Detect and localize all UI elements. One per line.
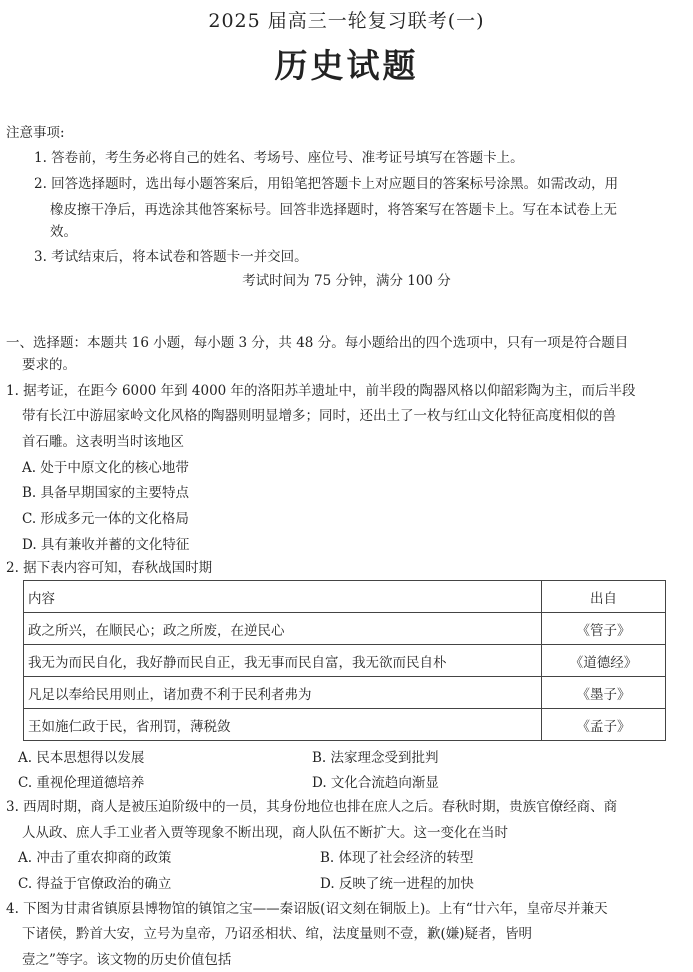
table-header-row <box>24 581 666 613</box>
option-b: B. 体现了社会经济的转型 <box>320 850 474 866</box>
table-cell: 《管子》 <box>542 613 666 645</box>
quote-table <box>23 580 666 741</box>
table-header-cell: 出自 <box>542 581 666 613</box>
section-line: 要求的。 <box>22 357 76 373</box>
option-c: C. 得益于官僚政治的确立 <box>18 876 172 892</box>
option-d: D. 具有兼收并蓄的文化特征 <box>22 537 190 553</box>
exam-title: 2025 届高三一轮复习联考(一) <box>208 10 485 32</box>
notice-item: 1. 答卷前，考生务必将自己的姓名、考场号、座位号、准考证号填写在答题卡上。 <box>34 150 524 166</box>
section-line: 一、选择题：本题共 16 小题，每小题 3 分，共 48 分。每小题给出的四个选项中，只有一项是符合题目 <box>6 335 629 351</box>
question-stem-line: 人从政、庶人手工业者入贾等现象不断出现，商人队伍不断扩大。这一变化在当时 <box>22 825 508 841</box>
table-row <box>24 709 666 741</box>
notice-item: 2. 回答选择题时，选出每小题答案后，用铅笔把答题卡上对应题目的答案标号涂黑。如需改动，用 <box>34 176 619 192</box>
notice-heading: 注意事项: <box>6 125 65 141</box>
table-cell: 政之所兴，在顺民心；政之所废，在逆民心 <box>24 613 542 645</box>
table-header-cell: 内容 <box>24 581 542 613</box>
notice-item-continuation: 橡皮擦干净后，再选涂其他答案标号。回答非选择题时，将答案写在答题卡上。写在本试卷上无 <box>50 202 617 218</box>
table-row <box>24 677 666 709</box>
notice-item: 3. 考试结束后，将本试卷和答题卡一并交回。 <box>34 249 308 265</box>
table-cell: 我无为而民自化，我好静而民自正，我无事而民自富，我无欲而民自朴 <box>24 645 542 677</box>
notice-item-continuation: 效。 <box>50 224 77 240</box>
table-row <box>24 613 666 645</box>
option-b: B. 具备早期国家的主要特点 <box>22 485 190 501</box>
time-note: 考试时间为 75 分钟，满分 100 分 <box>242 273 451 289</box>
option-c: C. 形成多元一体的文化格局 <box>22 511 189 527</box>
option-a: A. 处于中原文化的核心地带 <box>22 460 189 476</box>
question-stem-line: 4. 下图为甘肃省镇原县博物馆的镇馆之宝——秦诏版(诏文刻在铜版上)。上有“廿六年，皇帝尽并兼天 <box>6 901 608 917</box>
option-a: A. 冲击了重农抑商的政策 <box>18 850 172 866</box>
subject-title: 历史试题 <box>274 46 419 85</box>
question-stem-line: 壹之”等字。该文物的历史价值包括 <box>22 952 232 968</box>
table-cell: 《孟子》 <box>542 709 666 741</box>
option-c: C. 重视伦理道德培养 <box>18 775 145 791</box>
table-cell: 《墨子》 <box>542 677 666 709</box>
table-cell: 《道德经》 <box>542 645 666 677</box>
option-d: D. 反映了统一进程的加快 <box>320 876 474 892</box>
table-cell: 凡足以奉给民用则止，诸加费不利于民利者弗为 <box>24 677 542 709</box>
question-stem-line: 3. 西周时期，商人是被压迫阶级中的一员，其身份地位也排在庶人之后。春秋时期，贵族官僚经商、商 <box>6 799 618 815</box>
option-a: A. 民本思想得以发展 <box>18 750 145 766</box>
table-cell: 王如施仁政于民，省刑罚，薄税敛 <box>24 709 542 741</box>
question-stem-line: 2. 据下表内容可知，春秋战国时期 <box>6 560 213 576</box>
question-stem-line: 带有长江中游屈家岭文化风格的陶器则明显增多；同时，还出土了一枚与红山文化特征高度相似的兽 <box>22 408 616 424</box>
table-row <box>24 645 666 677</box>
option-b: B. 法家理念受到批判 <box>312 750 439 766</box>
option-d: D. 文化合流趋向渐显 <box>312 775 439 791</box>
question-stem-line: 下诸侯，黔首大安，立号为皇帝，乃诏丞相状、绾，法度量则不壹，歉(嫌)疑者，皆明 <box>22 926 533 942</box>
question-stem-line: 首石雕。这表明当时该地区 <box>22 434 184 450</box>
question-stem-line: 1. 据考证，在距今 6000 年到 4000 年的洛阳苏羊遗址中，前半段的陶器风格以仰韶彩陶为主，而后半段 <box>6 383 636 399</box>
